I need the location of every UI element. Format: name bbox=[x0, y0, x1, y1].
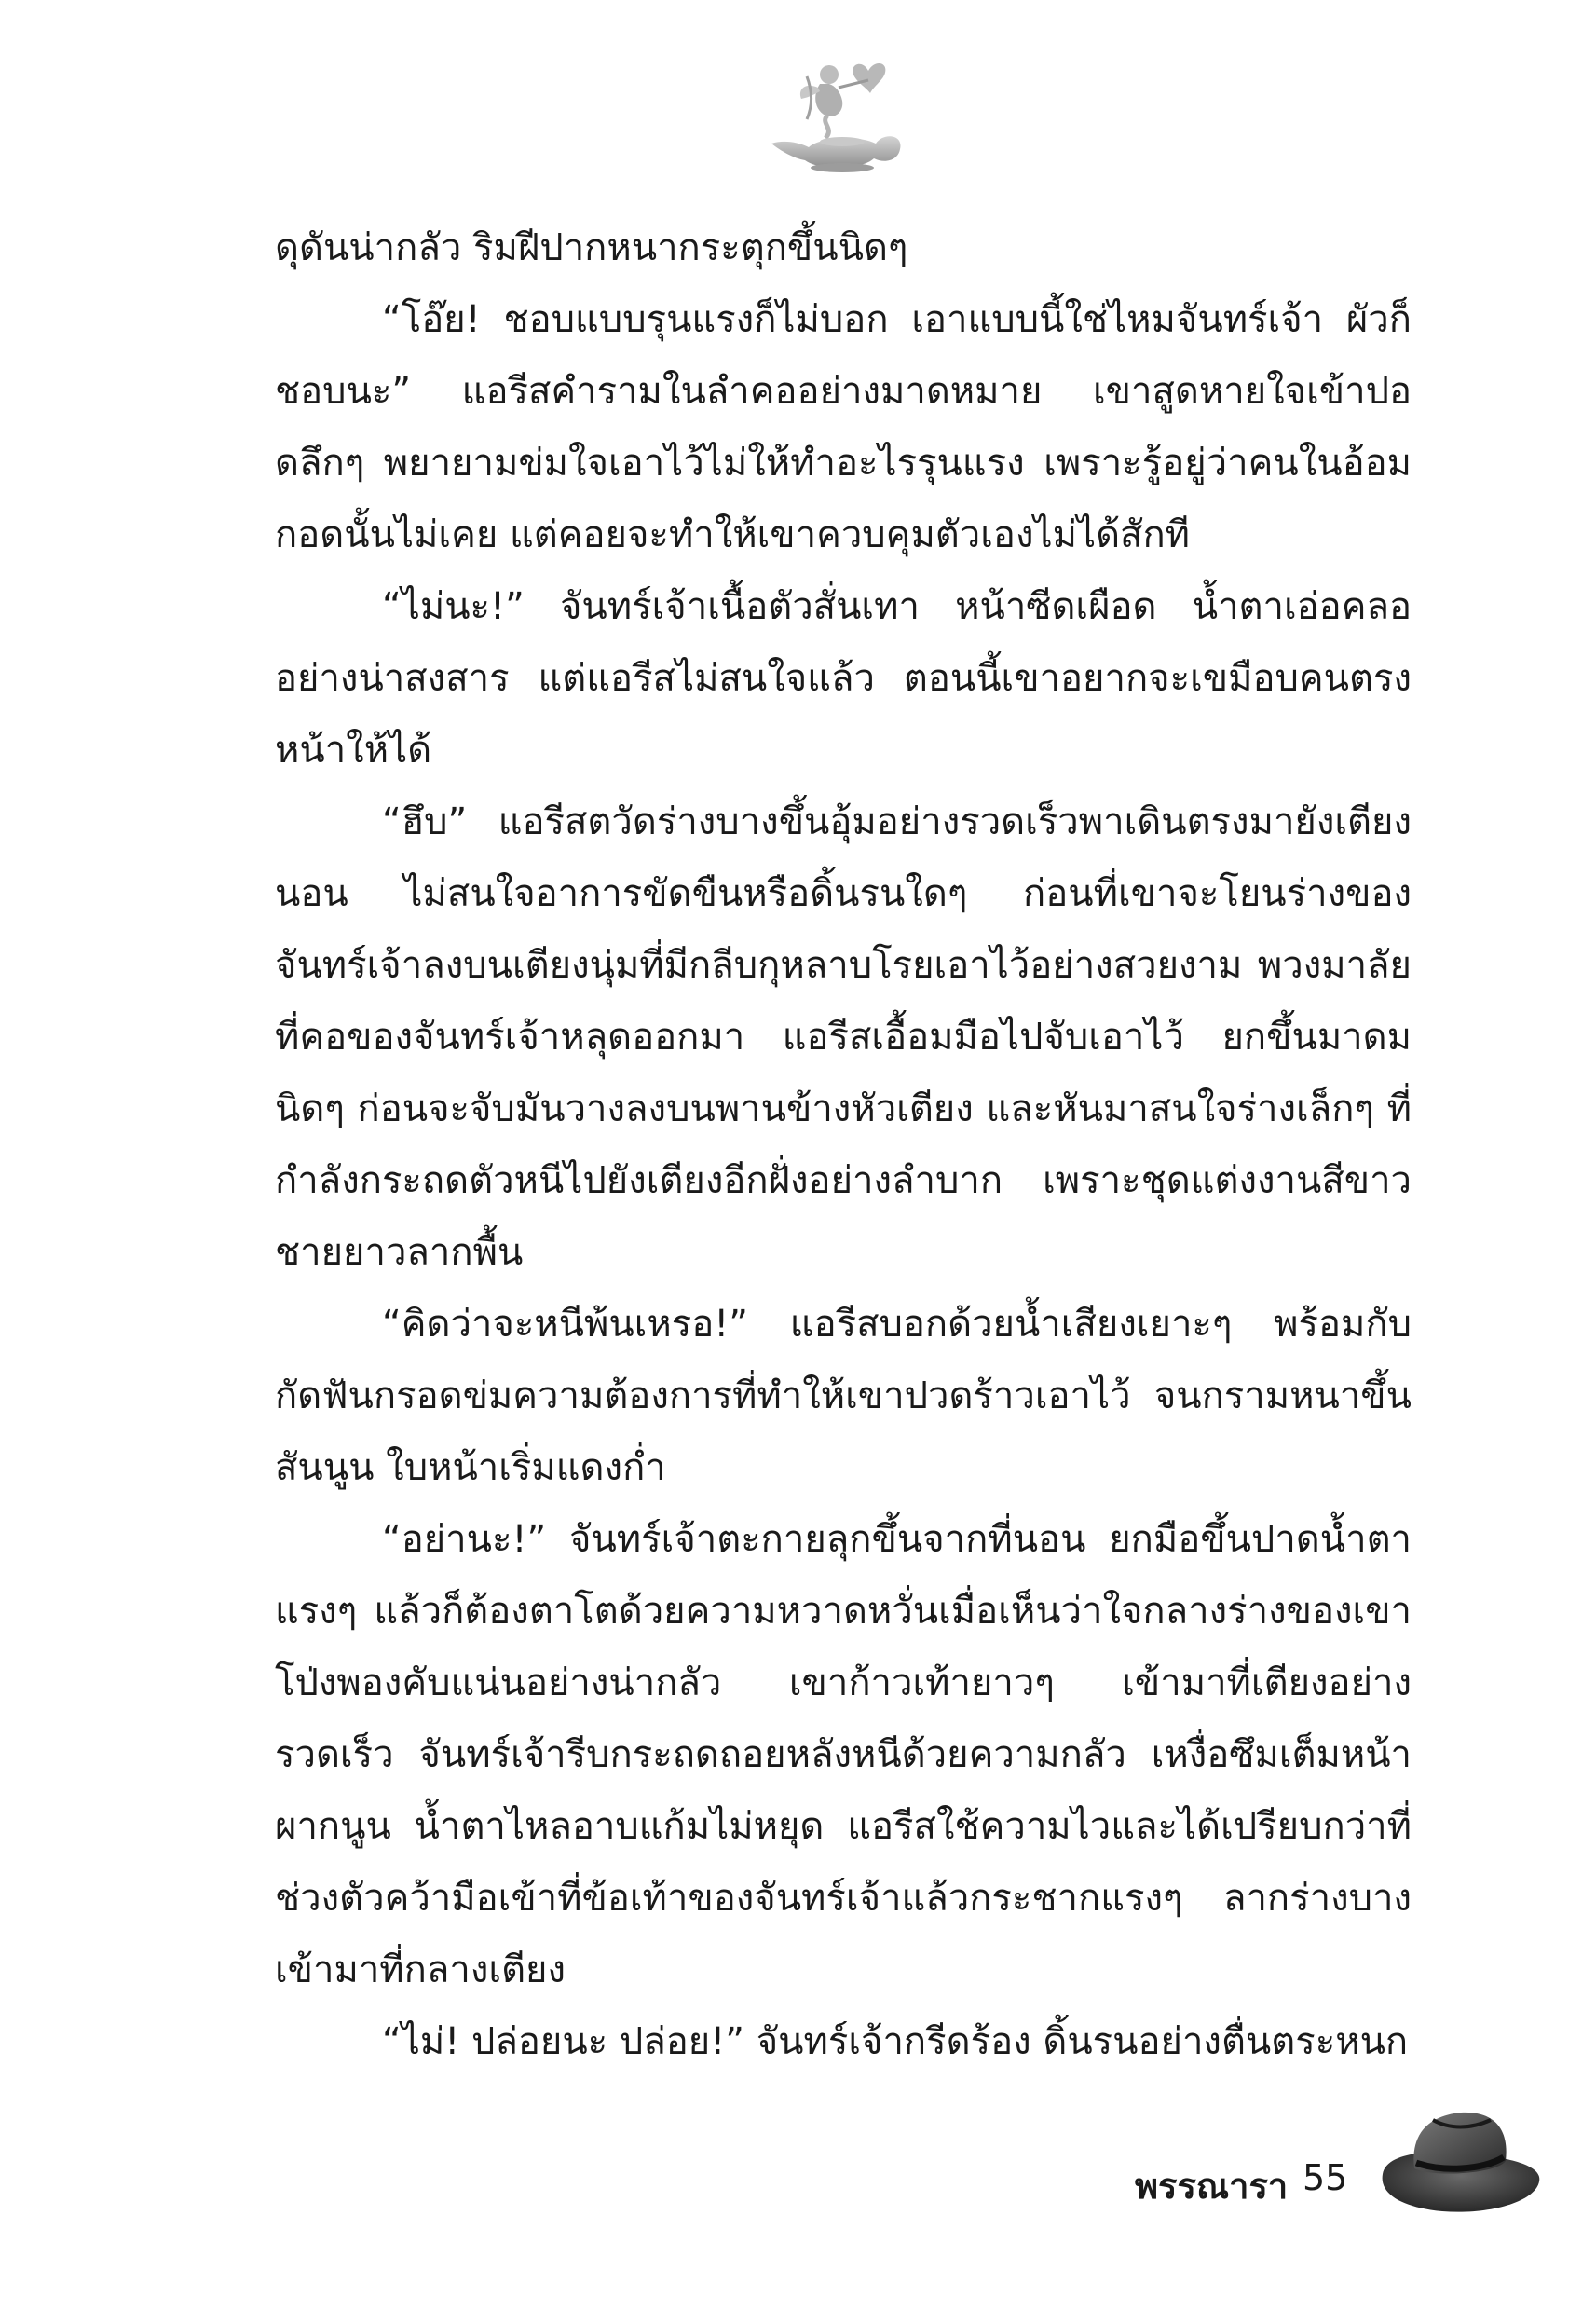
paragraph: “โอ๊ย! ชอบแบบรุนแรงก็ไม่บอก เอาแบบนี้ใช่ไหมจันทร์เจ้า ผัวก็ชอบนะ” แอรีสคำรามในลำคออย่างมาดหมาย เขาสูดหายใจเข้าปอดลึกๆ พยายามข่มใจเอาไว้ไม่ให้ทำอะไรรุนแรง เพราะรู้อยู่ว่าคนในอ้อมกอดนั้นไม่เคย แต่คอยจะทำให้เขาควบคุมตัวเองไม่ได้สักที bbox=[275, 298, 1412, 556]
paragraph: ดุดันน่ากลัว ริมฝีปากหนากระตุกขึ้นนิดๆ bbox=[275, 226, 908, 269]
paragraph: “อย่านะ!” จันทร์เจ้าตะกายลุกขึ้นจากที่นอน ยกมือขึ้นปาดน้ำตาแรงๆ แล้วก็ต้องตาโตด้วยความหวาดหวั่นเมื่อเห็นว่าใจกลางร่างของเขาโป่งพองคับแน่นอย่างน่ากลัว เขาก้าวเท้ายาวๆ เข้ามาที่เตียงอย่างรวดเร็ว จันทร์เจ้ารีบกระถดถอยหลังหนีด้วยความกลัว เหงื่อซึมเต็มหน้าผากนูน น้ำตาไหลอาบแก้มไม่หยุด แอรีสใช้ความไวและได้เปรียบกว่าที่ช่วงตัวคว้ามือเข้าที่ข้อเท้าของจันทร์เจ้าแล้วกระชากแรงๆ ลากร่างบางเข้ามาที่กลางเตียง bbox=[275, 1518, 1412, 1991]
paragraph: “คิดว่าจะหนีพ้นเหรอ!” แอรีสบอกด้วยน้ำเสียงเยาะๆ พร้อมกับกัดฟันกรอดข่มความต้องการที่ทำให้เขาปวดร้าวเอาไว้ จนกรามหนาขึ้นสันนูน ใบหน้าเริ่มแดงก่ำ bbox=[275, 1303, 1412, 1489]
paragraph: “ไม่! ปล่อยนะ ปล่อย!” จันทร์เจ้ากรีดร้อง ดิ้นรนอย่างตื่นตระหนก bbox=[382, 2020, 1409, 2063]
paragraph: “ไม่นะ!” จันทร์เจ้าเนื้อตัวสั่นเทา หน้าซีดเผือด น้ำตาเอ่อคลออย่างน่าสงสาร แต่แอรีสไม่สนใจแล้ว ตอนนี้เขาอยากจะเขมือบคนตรงหน้าให้ได้ bbox=[275, 585, 1412, 772]
page-number: 55 bbox=[1303, 2157, 1348, 2198]
paragraph: “ฮึบ” แอรีสตวัดร่างบางขึ้นอุ้มอย่างรวดเร็วพาเดินตรงมายังเตียงนอน ไม่สนใจอาการขัดขืนหรือดิ้นรนใดๆ ก่อนที่เขาจะโยนร่างของจันทร์เจ้าลงบนเตียงนุ่มที่มีกลีบกุหลาบโรยเอาไว้อย่างสวยงาม พวงมาลัยที่คอของจันทร์เจ้าหลุดออกมา แอรีสเอื้อมมือไปจับเอาไว้ ยกขึ้นมาดมนิดๆ ก่อนจะจับมันวางลงบนพานข้างหัวเตียง และหันมาสนใจร่างเล็กๆ ที่กำลังกระถดตัวหนีไปยังเตียงอีกฝั่งอย่างลำบาก เพราะชุดแต่งงานสีขาวชายยาวลากพื้น bbox=[275, 800, 1412, 1274]
cowboy-hat-icon bbox=[1377, 2092, 1545, 2222]
book-title: พรรณารา bbox=[1135, 2166, 1289, 2207]
body-text bbox=[275, 212, 1412, 2078]
genie-lamp-cupid-icon bbox=[764, 54, 913, 175]
